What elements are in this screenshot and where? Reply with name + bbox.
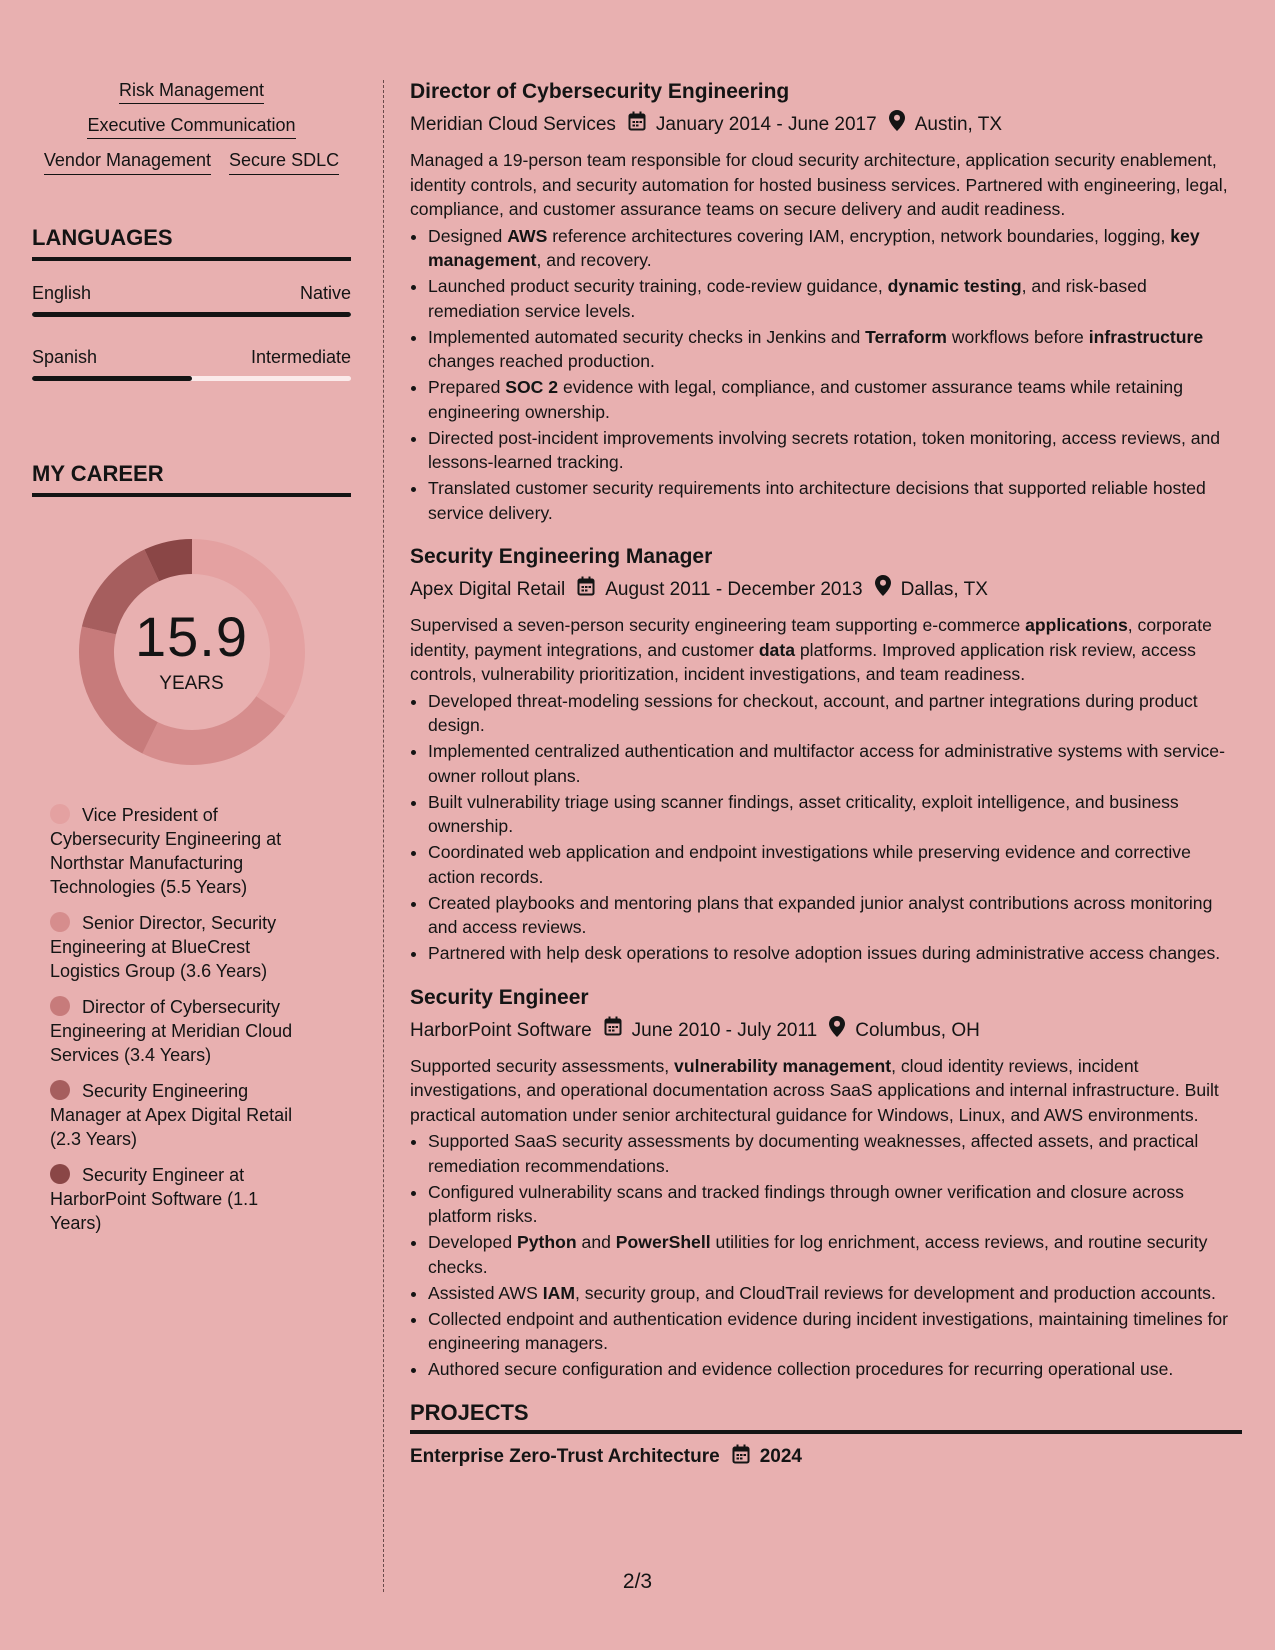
bullet-item bbox=[428, 476, 1242, 525]
skill-tag: Executive Communication bbox=[87, 115, 295, 139]
legend-label: Vice President of Cybersecurity Engineering at Northstar Manufacturing Technologies (5.5 Years) bbox=[50, 805, 282, 897]
column-divider bbox=[383, 80, 384, 1592]
career-heading: MY CAREER bbox=[32, 461, 351, 497]
career-legend bbox=[50, 803, 310, 1235]
bullet-item bbox=[428, 1180, 1242, 1229]
bullet-item bbox=[428, 941, 1242, 966]
text-run: Prepared bbox=[428, 377, 506, 397]
job-bullets bbox=[410, 224, 1242, 526]
legend-dot bbox=[50, 804, 70, 824]
text-run: , and recovery. bbox=[536, 250, 652, 270]
bold-keyword: data bbox=[758, 639, 795, 660]
text-run: Developed bbox=[428, 1232, 518, 1252]
job-dates: January 2014 - June 2017 bbox=[655, 114, 877, 135]
legend-dot bbox=[50, 912, 70, 932]
text-run: reference architectures covering IAM, encryption, network boundaries, logging, bbox=[547, 225, 1171, 246]
map-pin-icon bbox=[889, 110, 905, 140]
bold-keyword: SOC 2 bbox=[505, 377, 559, 397]
career-total-unit: YEARS bbox=[159, 673, 224, 694]
map-pin-icon bbox=[829, 1016, 845, 1046]
text-run: platforms. Improved application risk review, access controls, vulnerability prioritization, incident investigations, and team readiness. bbox=[410, 639, 1196, 684]
text-run: Developed threat-modeling sessions for checkout, account, and partner integrations during product design. bbox=[428, 690, 1198, 735]
text-run: Implemented automated security checks in Jenkins and bbox=[428, 326, 866, 347]
job-title: Director of Cybersecurity Engineering bbox=[410, 80, 790, 103]
career-legend-item bbox=[50, 995, 310, 1067]
job-dates: August 2011 - December 2013 bbox=[605, 579, 863, 600]
company-name: HarborPoint Software bbox=[410, 1019, 592, 1041]
experience-item bbox=[410, 78, 1242, 525]
language-proficiency-bar bbox=[32, 312, 351, 317]
job-dates: June 2010 - July 2011 bbox=[631, 1019, 818, 1041]
bullet-item bbox=[428, 739, 1242, 788]
bullet-item bbox=[428, 1307, 1242, 1356]
career-legend-item bbox=[50, 1163, 310, 1235]
bullet-item bbox=[428, 1357, 1242, 1382]
skill-row bbox=[32, 80, 351, 101]
text-run: Built vulnerability triage using scanner findings, asset criticality, exploit intelligence, and business ownership. bbox=[428, 791, 1179, 836]
languages-heading: LANGUAGES bbox=[32, 225, 351, 261]
bullet-item bbox=[428, 790, 1242, 839]
page-number: 2/3 bbox=[622, 1570, 653, 1593]
map-pin-icon bbox=[875, 575, 891, 605]
job-location: Austin, TX bbox=[914, 114, 1003, 135]
job-meta bbox=[410, 1016, 1242, 1046]
job-location: Dallas, TX bbox=[900, 579, 988, 600]
project-item bbox=[410, 1444, 1242, 1470]
language-proficiency-fill bbox=[32, 312, 351, 317]
legend-label: Senior Director, Security Engineering at BlueCrest Logistics Group (3.6 Years) bbox=[50, 913, 277, 981]
bold-keyword: infrastructure bbox=[1088, 326, 1204, 347]
legend-dot bbox=[50, 996, 70, 1016]
bullet-item bbox=[428, 1230, 1242, 1279]
job-summary bbox=[410, 613, 1242, 687]
calendar-icon bbox=[577, 576, 595, 605]
skill-tag: Secure SDLC bbox=[229, 150, 339, 175]
projects-heading: PROJECTS bbox=[410, 1400, 1242, 1434]
skills-list bbox=[32, 80, 351, 175]
career-total-years: 15.9 bbox=[135, 605, 248, 668]
text-run: , security group, and CloudTrail reviews for development and production accounts. bbox=[574, 1282, 1216, 1303]
sidebar bbox=[32, 80, 351, 1247]
text-run: and bbox=[576, 1232, 616, 1252]
bold-keyword: AWS bbox=[507, 225, 548, 246]
bullet-item bbox=[428, 426, 1242, 475]
bold-keyword: IAM bbox=[542, 1282, 575, 1303]
text-run: Authored secure configuration and evidence collection procedures for recurring operational use. bbox=[428, 1359, 1174, 1379]
text-run: Created playbooks and mentoring plans that expanded junior analyst contributions across monitoring and access reviews. bbox=[428, 892, 1213, 937]
text-run: Supported SaaS security assessments by documenting weaknesses, affected assets, and practical remediation recommendations. bbox=[428, 1131, 1199, 1176]
career-donut-chart bbox=[77, 537, 307, 767]
language-proficiency-bar bbox=[32, 376, 351, 381]
legend-dot bbox=[50, 1164, 70, 1184]
skill-tag: Vendor Management bbox=[44, 150, 211, 175]
job-bullets bbox=[410, 1129, 1242, 1382]
job-summary: Managed a 19-person team responsible for cloud security architecture, application security enablement, identity controls, and security automation for hosted business services. Partnered with engineering, legal, compliance, and customer assurance teams on secure delivery and audit readiness. bbox=[410, 150, 1228, 219]
text-run: Launched product security training, code-review guidance, bbox=[428, 276, 888, 296]
calendar-icon bbox=[732, 1444, 750, 1470]
bold-keyword: PowerShell bbox=[615, 1232, 711, 1252]
company-name: Meridian Cloud Services bbox=[410, 114, 616, 135]
text-run: , corporate identity, payment integrations, and customer bbox=[410, 615, 1212, 660]
language-level: Intermediate bbox=[250, 347, 351, 367]
language-level: Native bbox=[299, 283, 351, 303]
bold-keyword: applications bbox=[1025, 615, 1128, 635]
donut-center bbox=[77, 537, 307, 767]
language-item bbox=[32, 347, 351, 381]
skill-row bbox=[32, 115, 351, 136]
job-title: Security Engineer bbox=[410, 985, 589, 1009]
job-meta bbox=[410, 575, 1242, 605]
text-run: Translated customer security requirements into architecture decisions that supported reliable hosted service delivery. bbox=[428, 478, 1206, 523]
text-run: Partnered with help desk operations to resolve adoption issues during administrative access changes. bbox=[428, 943, 1221, 963]
bold-keyword: key management bbox=[428, 225, 1200, 270]
bullet-item bbox=[428, 224, 1242, 273]
bold-keyword: vulnerability management bbox=[674, 1055, 892, 1076]
text-run: Directed post-incident improvements involving secrets rotation, token monitoring, access reviews, and lessons-learned tracking. bbox=[428, 427, 1221, 472]
project-name: Enterprise Zero-Trust Architecture bbox=[410, 1445, 720, 1467]
bold-keyword: dynamic testing bbox=[887, 276, 1022, 296]
calendar-icon bbox=[604, 1016, 622, 1045]
main-content bbox=[410, 78, 1242, 1470]
language-name: English bbox=[32, 283, 92, 303]
bold-keyword: Terraform bbox=[865, 326, 947, 347]
text-run: Designed bbox=[428, 225, 508, 246]
text-run: Configured vulnerability scans and tracked findings through owner verification and closure across platform risks. bbox=[428, 1181, 1184, 1226]
text-run: Supported security assessments, bbox=[410, 1055, 675, 1076]
job-meta bbox=[410, 110, 1242, 140]
career-legend-item bbox=[50, 803, 310, 899]
job-title: Security Engineering Manager bbox=[410, 545, 713, 568]
legend-label: Security Engineer at HarborPoint Software (1.1 Years) bbox=[50, 1165, 259, 1233]
bullet-item bbox=[428, 1281, 1242, 1306]
text-run: Assisted AWS bbox=[428, 1282, 543, 1303]
job-summary bbox=[410, 1054, 1242, 1128]
text-run: Supervised a seven-person security engineering team supporting e-commerce bbox=[410, 615, 1026, 635]
text-run: Collected endpoint and authentication evidence during incident investigations, maintaining timelines for engineering managers. bbox=[428, 1308, 1229, 1353]
text-run: , and risk-based remediation service levels. bbox=[428, 276, 1147, 321]
language-proficiency-fill bbox=[32, 376, 192, 381]
legend-dot bbox=[50, 1080, 70, 1100]
experience-list bbox=[410, 78, 1242, 1382]
text-run: evidence with legal, compliance, and customer assurance teams while retaining engineering ownership. bbox=[428, 377, 1183, 422]
text-run: workflows before bbox=[946, 326, 1089, 347]
bullet-item bbox=[428, 840, 1242, 889]
bold-keyword: Python bbox=[517, 1232, 577, 1252]
company-name: Apex Digital Retail bbox=[410, 579, 566, 600]
job-location: Columbus, OH bbox=[855, 1019, 980, 1041]
bullet-item bbox=[428, 689, 1242, 738]
project-year: 2024 bbox=[759, 1445, 802, 1467]
bullet-item bbox=[428, 1129, 1242, 1178]
calendar-icon bbox=[628, 111, 646, 140]
legend-label: Security Engineering Manager at Apex Digital Retail (2.3 Years) bbox=[50, 1081, 293, 1149]
bullet-item bbox=[428, 891, 1242, 940]
text-run: Coordinated web application and endpoint investigations while preserving evidence and corrective action records. bbox=[428, 842, 1191, 887]
experience-item bbox=[410, 543, 1242, 966]
text-run: changes reached production. bbox=[428, 351, 655, 371]
career-legend-item bbox=[50, 1079, 310, 1151]
bullet-item bbox=[428, 375, 1242, 424]
skill-tag: Risk Management bbox=[119, 80, 264, 104]
language-name: Spanish bbox=[32, 347, 98, 367]
bullet-item bbox=[428, 325, 1242, 374]
career-legend-item bbox=[50, 911, 310, 983]
text-run: utilities for log enrichment, access reviews, and routine security checks. bbox=[428, 1232, 1208, 1277]
text-run: Implemented centralized authentication and multifactor access for administrative systems with service-owner rollout plans. bbox=[428, 741, 1225, 786]
language-item bbox=[32, 283, 351, 317]
experience-item bbox=[410, 984, 1242, 1382]
job-bullets bbox=[410, 689, 1242, 966]
text-run: , cloud identity reviews, incident investigations, and operational documentation across SaaS applications and internal infrastructure. Built practical automation under senior architectural guidance for Windows, Linux, and AWS environments. bbox=[410, 1055, 1219, 1125]
bullet-item bbox=[428, 274, 1242, 323]
legend-label: Director of Cybersecurity Engineering at Meridian Cloud Services (3.4 Years) bbox=[50, 997, 293, 1065]
